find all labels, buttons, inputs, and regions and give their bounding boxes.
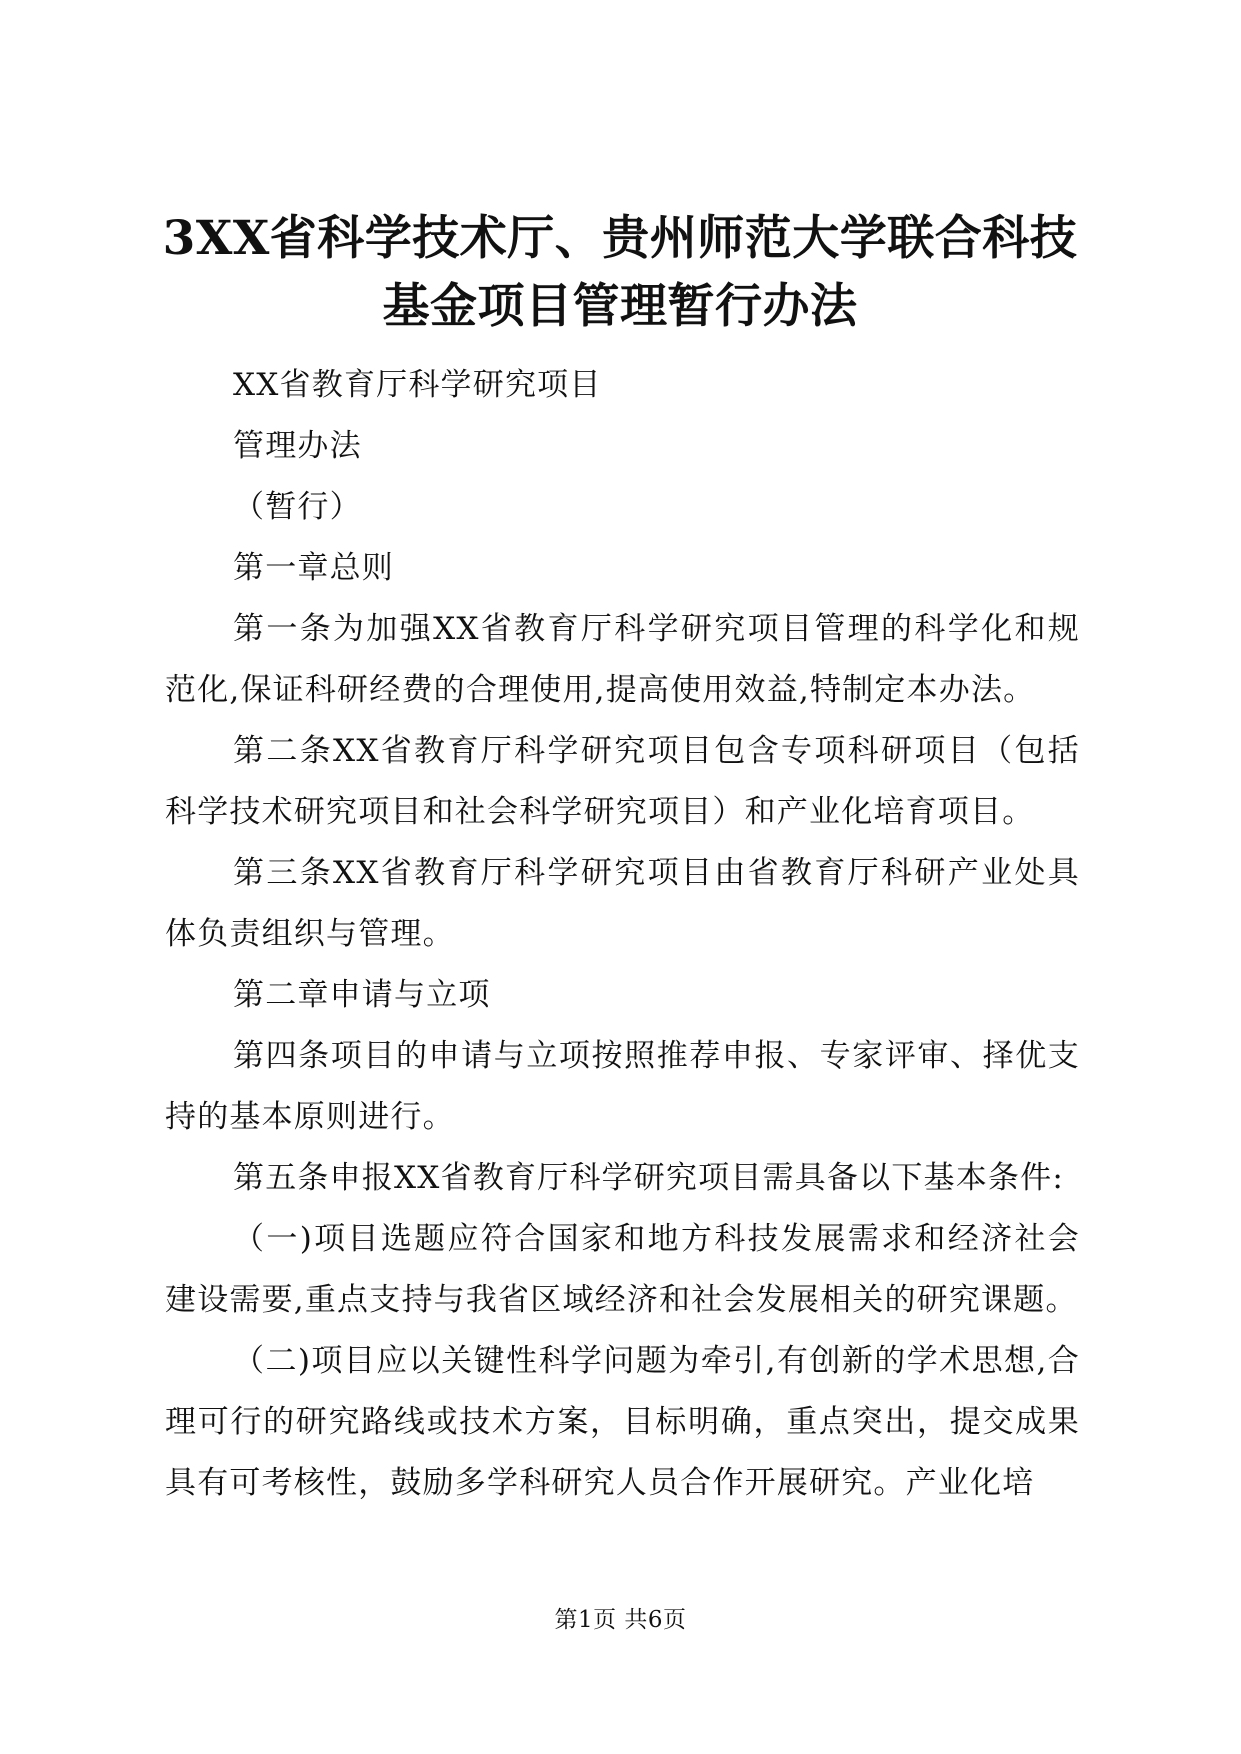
document-title: 3XX省科学技术厅、贵州师范大学联合科技基金项目管理暂行办法 xyxy=(162,211,1078,334)
page-footer: 第1页 共6页 xyxy=(554,1607,687,1633)
paragraph: （一)项目选题应符合国家和地方科技发展需求和经济社会建设需要,重点支持与我省区域经济和社会发展相关的研究课题。 xyxy=(165,1221,1080,1318)
chapter-heading: 第二章申请与立项 xyxy=(233,977,491,1013)
paragraph: 第三条XX省教育厅科学研究项目由省教育厅科研产业处具体负责组织与管理。 xyxy=(165,855,1080,952)
paragraph: 第五条申报XX省教育厅科学研究项目需具备以下基本条件: xyxy=(233,1160,1064,1196)
chapter-heading: 第一章总则 xyxy=(233,550,394,586)
paragraph: 第四条项目的申请与立项按照推荐申报、专家评审、择优支持的基本原则进行。 xyxy=(165,1038,1080,1135)
paragraph: （暂行） xyxy=(233,489,362,525)
paragraph: 第二条XX省教育厅科学研究项目包含专项科研项目（包括科学技术研究项目和社会科学研究项目）和产业化培育项目。 xyxy=(165,733,1080,830)
paragraph: 第一条为加强XX省教育厅科学研究项目管理的科学化和规范化,保证科研经费的合理使用,提高使用效益,特制定本办法。 xyxy=(165,611,1080,708)
paragraph: XX省教育厅科学研究项目 xyxy=(233,367,602,403)
document-body xyxy=(165,355,1080,1514)
paragraph: 管理办法 xyxy=(233,428,362,464)
paragraph: （二)项目应以关键性科学问题为牵引,有创新的学术思想,合理可行的研究路线或技术方案，目标明确，重点突出，提交成果具有可考核性，鼓励多学科研究人员合作开展研究。产业化培 xyxy=(165,1343,1080,1501)
